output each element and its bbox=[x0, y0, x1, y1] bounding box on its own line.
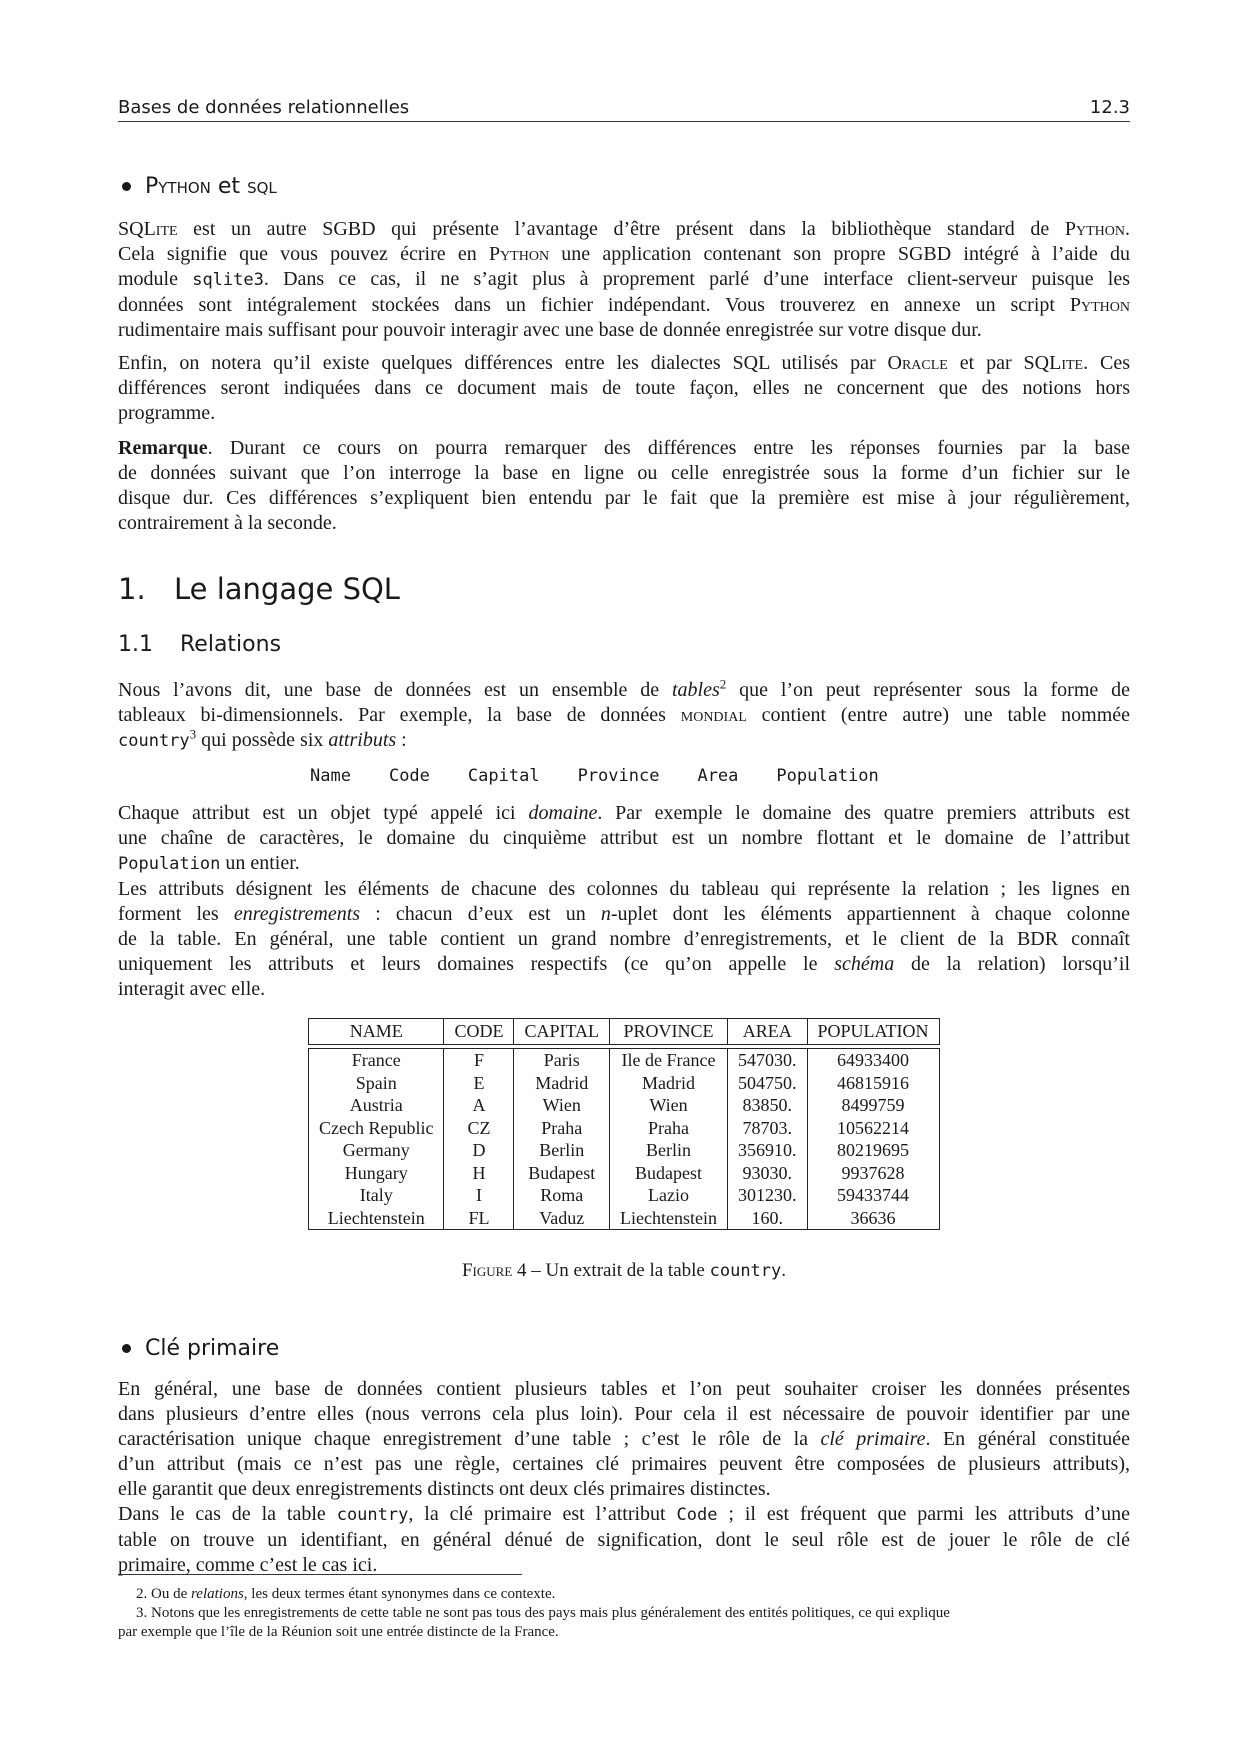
text-line bbox=[118, 902, 1130, 927]
text-line bbox=[118, 293, 1130, 318]
attribute-code: Code bbox=[388, 766, 430, 786]
text-span: caractérisation unique chaque enregistrement d’une table ; c’est le rôle de la bbox=[118, 1428, 821, 1450]
subsection-title: Relations bbox=[180, 632, 282, 657]
table-cell: F bbox=[444, 1049, 514, 1072]
table-row bbox=[309, 1117, 940, 1140]
text-line: elle garantit que deux enregistrements distincts ont deux clés primaires distinctes. bbox=[118, 1478, 771, 1500]
figure-caption bbox=[118, 1260, 1130, 1282]
table-cell: 301230. bbox=[728, 1184, 808, 1207]
text-line bbox=[118, 703, 1130, 728]
subsection-number: 1.1 bbox=[118, 632, 153, 657]
table-cell: H bbox=[444, 1162, 514, 1185]
text-line bbox=[118, 351, 1130, 376]
text-line bbox=[118, 242, 1130, 267]
primary-key-heading-text: Clé primaire bbox=[145, 1336, 280, 1361]
text-span: : bbox=[396, 729, 407, 751]
table-cell: 78703. bbox=[728, 1117, 808, 1140]
attribute-capital: Capital bbox=[467, 766, 540, 786]
table-cell: I bbox=[444, 1184, 514, 1207]
table-cell: Liechtenstein bbox=[309, 1207, 444, 1230]
table-cell: 80219695 bbox=[807, 1139, 939, 1162]
text-line: Les attributs désignent les éléments de chacune des colonnes du tableau qui représente la relation ; les lignes en bbox=[118, 878, 1130, 900]
text-line: d’un attribut (mais ce n’est pas une règle, certaines clé primaires peuvent être composées de plusieurs attributs), bbox=[118, 1453, 1130, 1475]
text-span: ite bbox=[1061, 352, 1084, 374]
table-cell: Madrid bbox=[610, 1072, 728, 1095]
table-cell: Roma bbox=[514, 1184, 610, 1207]
text-line: primaire, comme c’est le cas ici. bbox=[118, 1554, 378, 1576]
text-span: mondial bbox=[680, 704, 747, 726]
relations-paragraph-2 bbox=[118, 801, 1130, 1002]
text-span: n bbox=[600, 903, 611, 925]
section-heading bbox=[118, 572, 400, 606]
text-line bbox=[118, 678, 1130, 703]
text-span: Python bbox=[1064, 218, 1125, 240]
table-row bbox=[309, 1162, 940, 1185]
table-cell: Budapest bbox=[610, 1162, 728, 1185]
table-cell: 10562214 bbox=[807, 1117, 939, 1140]
text-span: forment les bbox=[118, 903, 234, 925]
table-row bbox=[309, 1049, 940, 1072]
table-cell: Liechtenstein bbox=[610, 1207, 728, 1230]
python-sql-paragraph-1 bbox=[118, 217, 1130, 343]
text-span: Oracle bbox=[887, 352, 948, 374]
text-line bbox=[118, 217, 1130, 242]
column-header: AREA bbox=[728, 1019, 808, 1045]
caption-text: – Un extrait de la table bbox=[526, 1260, 710, 1281]
text-line bbox=[118, 952, 1130, 977]
table-cell: Czech Republic bbox=[309, 1117, 444, 1140]
text-span: un entier. bbox=[220, 852, 300, 874]
running-header bbox=[118, 97, 1130, 122]
running-header-title: Bases de données relationnelles bbox=[118, 97, 410, 118]
text-span: Enfin, on notera qu’il existe quelques différences entre les dialectes SQL utilisés par bbox=[118, 352, 888, 374]
text-span: et par SQL bbox=[947, 352, 1062, 374]
table-cell: Praha bbox=[514, 1117, 610, 1140]
table-cell: Berlin bbox=[610, 1139, 728, 1162]
text-span: Cela signifie que vous pouvez écrire en bbox=[118, 243, 489, 265]
table-cell: 547030. bbox=[728, 1049, 808, 1072]
footnote-ref-2[interactable]: 2 bbox=[719, 676, 727, 692]
text-span: . En général constituée bbox=[925, 1428, 1131, 1450]
text-span: Dans le cas de la table bbox=[118, 1503, 337, 1525]
text-line: table on trouve un identifiant, en général dénué de signification, dont le seul rôle est de jouer le rôle de clé bbox=[118, 1529, 1130, 1551]
column-header: NAME bbox=[309, 1019, 444, 1045]
table-cell: CZ bbox=[444, 1117, 514, 1140]
table-cell: 83850. bbox=[728, 1094, 808, 1117]
text-span: données sont intégralement stockées dans un fichier indépendant. Vous trouverez en annexe un script bbox=[118, 294, 1070, 316]
table-row bbox=[309, 1072, 940, 1095]
text-span: qui possède six bbox=[196, 729, 329, 751]
text-span: contient (entre autre) une table nommée bbox=[746, 704, 1131, 726]
footnote-3 bbox=[118, 1604, 1130, 1623]
table-cell: 93030. bbox=[728, 1162, 808, 1185]
table-cell: D bbox=[444, 1139, 514, 1162]
attribute-name: Name bbox=[310, 766, 351, 786]
python-sql-heading bbox=[118, 174, 277, 199]
heading-sql: sql bbox=[247, 174, 277, 199]
primary-key-heading bbox=[118, 1336, 279, 1361]
text-span: schéma bbox=[834, 953, 895, 975]
code-country: country bbox=[336, 1505, 409, 1525]
text-span: Chaque attribut est un objet typé appelé ici bbox=[118, 802, 529, 824]
table-cell: Spain bbox=[309, 1072, 444, 1095]
text-span: de la relation) lorsqu’il bbox=[894, 953, 1131, 975]
table-cell: Wien bbox=[514, 1094, 610, 1117]
text-span: relations bbox=[191, 1586, 244, 1602]
text-span: uniquement les attributs et leurs domaines respectifs (ce qu’on appelle le bbox=[118, 953, 835, 975]
table-cell: FL bbox=[444, 1207, 514, 1230]
table-cell: Italy bbox=[309, 1184, 444, 1207]
table-cell: 46815916 bbox=[807, 1072, 939, 1095]
country-table-figure bbox=[308, 1018, 940, 1230]
text-line: de la table. En général, une table contient un grand nombre d’enregistrements, et le client de la BDR connaît bbox=[118, 928, 1130, 950]
text-line: programme. bbox=[118, 402, 216, 424]
table-cell: Vaduz bbox=[514, 1207, 610, 1230]
table-cell: 8499759 bbox=[807, 1094, 939, 1117]
text-span: tables bbox=[671, 679, 720, 701]
text-span: domaine bbox=[528, 802, 598, 824]
text-line bbox=[118, 801, 1130, 826]
remark-paragraph bbox=[118, 436, 1130, 536]
text-span: 3. Notons que les enregistrements de cette table ne sont pas tous des pays mais plus généralement des entités politiques, ce qui explique bbox=[136, 1605, 950, 1621]
text-span: Python bbox=[1069, 294, 1130, 316]
heading-et: et bbox=[210, 174, 248, 199]
text-span: clé primaire bbox=[820, 1428, 926, 1450]
table-row bbox=[309, 1094, 940, 1117]
caption-end: . bbox=[781, 1260, 787, 1281]
text-line: une chaîne de caractères, le domaine du cinquième attribut est un nombre flottant et le domaine de l’attribut bbox=[118, 827, 1130, 849]
code-sqlite3: sqlite3 bbox=[192, 270, 264, 290]
attribute-area: Area bbox=[697, 766, 739, 786]
attribute-population: Population bbox=[776, 766, 879, 786]
text-line: interagit avec elle. bbox=[118, 978, 266, 1000]
relations-paragraph-1 bbox=[118, 678, 1130, 754]
text-line bbox=[118, 728, 1130, 754]
code-population: Population bbox=[118, 854, 221, 874]
text-line: de données suivant que l’on interroge la base en ligne ou celle enregistrée sous la forme d’un fichier sur le bbox=[118, 462, 1130, 484]
footnote-ref-3[interactable]: 3 bbox=[189, 726, 197, 742]
text-span: que l’on peut représenter sous la forme de bbox=[726, 679, 1130, 701]
column-header: POPULATION bbox=[807, 1019, 939, 1045]
bullet-icon bbox=[122, 182, 131, 191]
text-line: contrairement à la seconde. bbox=[118, 512, 337, 534]
footnote-2 bbox=[118, 1585, 1130, 1604]
text-line bbox=[118, 1502, 1130, 1528]
text-span: . Ces bbox=[1083, 352, 1130, 374]
text-span: , la clé primaire est l’attribut bbox=[408, 1503, 677, 1525]
table-cell: Berlin bbox=[514, 1139, 610, 1162]
table-cell: 36636 bbox=[807, 1207, 939, 1230]
text-line: En général, une base de données contient plusieurs tables et l’on peut souhaiter croiser les données présentes bbox=[118, 1378, 1130, 1400]
column-header: CODE bbox=[444, 1019, 514, 1045]
text-span: . Durant ce cours on pourra remarquer des différences entre les réponses fournies par la base bbox=[207, 437, 1130, 459]
table-cell: 504750. bbox=[728, 1072, 808, 1095]
text-span: -uplet dont les éléments appartiennent à chaque colonne bbox=[610, 903, 1131, 925]
heading-python: Python bbox=[145, 174, 211, 199]
text-line bbox=[118, 851, 1130, 877]
table-cell: Ile de France bbox=[610, 1049, 728, 1072]
table-cell: 9937628 bbox=[807, 1162, 939, 1185]
text-span: enregistrements bbox=[233, 903, 361, 925]
bullet-icon bbox=[122, 1344, 131, 1353]
text-span: ; il est fréquent que parmi les attributs d’une bbox=[717, 1503, 1130, 1525]
code-country: country bbox=[118, 731, 190, 751]
running-header-section-number: 12.3 bbox=[1089, 97, 1130, 118]
footnote-rule bbox=[118, 1574, 522, 1575]
footnote-3-continued: par exemple que l’île de la Réunion soit une entrée distincte de la France. bbox=[118, 1624, 559, 1640]
caption-code: country bbox=[709, 1261, 782, 1281]
subsection-heading bbox=[118, 632, 281, 657]
table-cell: A bbox=[444, 1094, 514, 1117]
table-cell: Lazio bbox=[610, 1184, 728, 1207]
text-span: . bbox=[1125, 218, 1130, 240]
text-line bbox=[118, 436, 1130, 461]
table-cell: Wien bbox=[610, 1094, 728, 1117]
text-span: tableaux bi-dimensionnels. Par exemple, la base de données bbox=[118, 704, 681, 726]
text-span: SQL bbox=[118, 218, 156, 240]
table-cell: Paris bbox=[514, 1049, 610, 1072]
text-line: dans plusieurs d’entre elles (nous verrons cela plus loin). Pour cela il est nécessaire de pouvoir identifier par une bbox=[118, 1403, 1130, 1425]
table-cell: 64933400 bbox=[807, 1049, 939, 1072]
text-span: : chacun d’eux est un bbox=[360, 903, 601, 925]
footnotes bbox=[118, 1585, 1130, 1642]
table-cell: Budapest bbox=[514, 1162, 610, 1185]
table-row bbox=[309, 1207, 940, 1230]
text-span: , les deux termes étant synonymes dans ce contexte. bbox=[243, 1586, 556, 1602]
attribute-list bbox=[310, 766, 917, 786]
table-cell: Austria bbox=[309, 1094, 444, 1117]
table-cell: France bbox=[309, 1049, 444, 1072]
table-body bbox=[309, 1049, 940, 1230]
table-cell: Germany bbox=[309, 1139, 444, 1162]
caption-label: Figure 4 bbox=[461, 1260, 527, 1281]
text-line: rudimentaire mais suffisant pour pouvoir interagir avec une base de donnée enregistrée sur votre disque dur. bbox=[118, 319, 982, 341]
code-code: Code bbox=[676, 1505, 718, 1525]
section-title: Le langage SQL bbox=[174, 572, 400, 606]
python-sql-paragraph-2 bbox=[118, 351, 1130, 426]
table-row bbox=[309, 1184, 940, 1207]
table-cell: Hungary bbox=[309, 1162, 444, 1185]
table-cell: Madrid bbox=[514, 1072, 610, 1095]
text-line bbox=[118, 267, 1130, 293]
primary-key-paragraph bbox=[118, 1377, 1130, 1578]
text-span: une application contenant son propre SGBD intégré à l’aide du bbox=[549, 243, 1130, 265]
text-span: Python bbox=[488, 243, 550, 265]
column-header: CAPITAL bbox=[514, 1019, 610, 1045]
table-header-row bbox=[309, 1019, 940, 1045]
column-header: PROVINCE bbox=[610, 1019, 728, 1045]
text-span: Nous l’avons dit, une base de données est un ensemble de bbox=[118, 679, 672, 701]
text-span: 2. Ou de bbox=[136, 1586, 191, 1602]
table-cell: 59433744 bbox=[807, 1184, 939, 1207]
section-number: 1. bbox=[118, 572, 146, 606]
text-span: attributs bbox=[328, 729, 397, 751]
text-line bbox=[118, 1427, 1130, 1452]
table-cell: 160. bbox=[728, 1207, 808, 1230]
text-span: est un autre SGBD qui présente l’avantage d’être présent dans la bibliothèque standard de bbox=[177, 218, 1065, 240]
remark-label: Remarque bbox=[118, 437, 208, 459]
text-span: . Dans ce cas, il ne s’agit plus à proprement parlé d’une interface client-serveur puisque les bbox=[263, 268, 1130, 290]
table-cell: Praha bbox=[610, 1117, 728, 1140]
attribute-province: Province bbox=[577, 766, 660, 786]
table-cell: E bbox=[444, 1072, 514, 1095]
country-table bbox=[308, 1018, 940, 1230]
text-span: module bbox=[118, 268, 193, 290]
text-span: . Par exemple le domaine des quatre premiers attributs est bbox=[597, 802, 1130, 824]
text-line: disque dur. Ces différences s’expliquent bien entendu par le fait que la première est mise à jour régulièrement, bbox=[118, 487, 1130, 509]
text-line: différences seront indiquées dans ce document mais de toute façon, elles ne concernent que des notions hors bbox=[118, 377, 1130, 399]
text-span: ite bbox=[155, 218, 178, 240]
table-row bbox=[309, 1139, 940, 1162]
table-cell: 356910. bbox=[728, 1139, 808, 1162]
